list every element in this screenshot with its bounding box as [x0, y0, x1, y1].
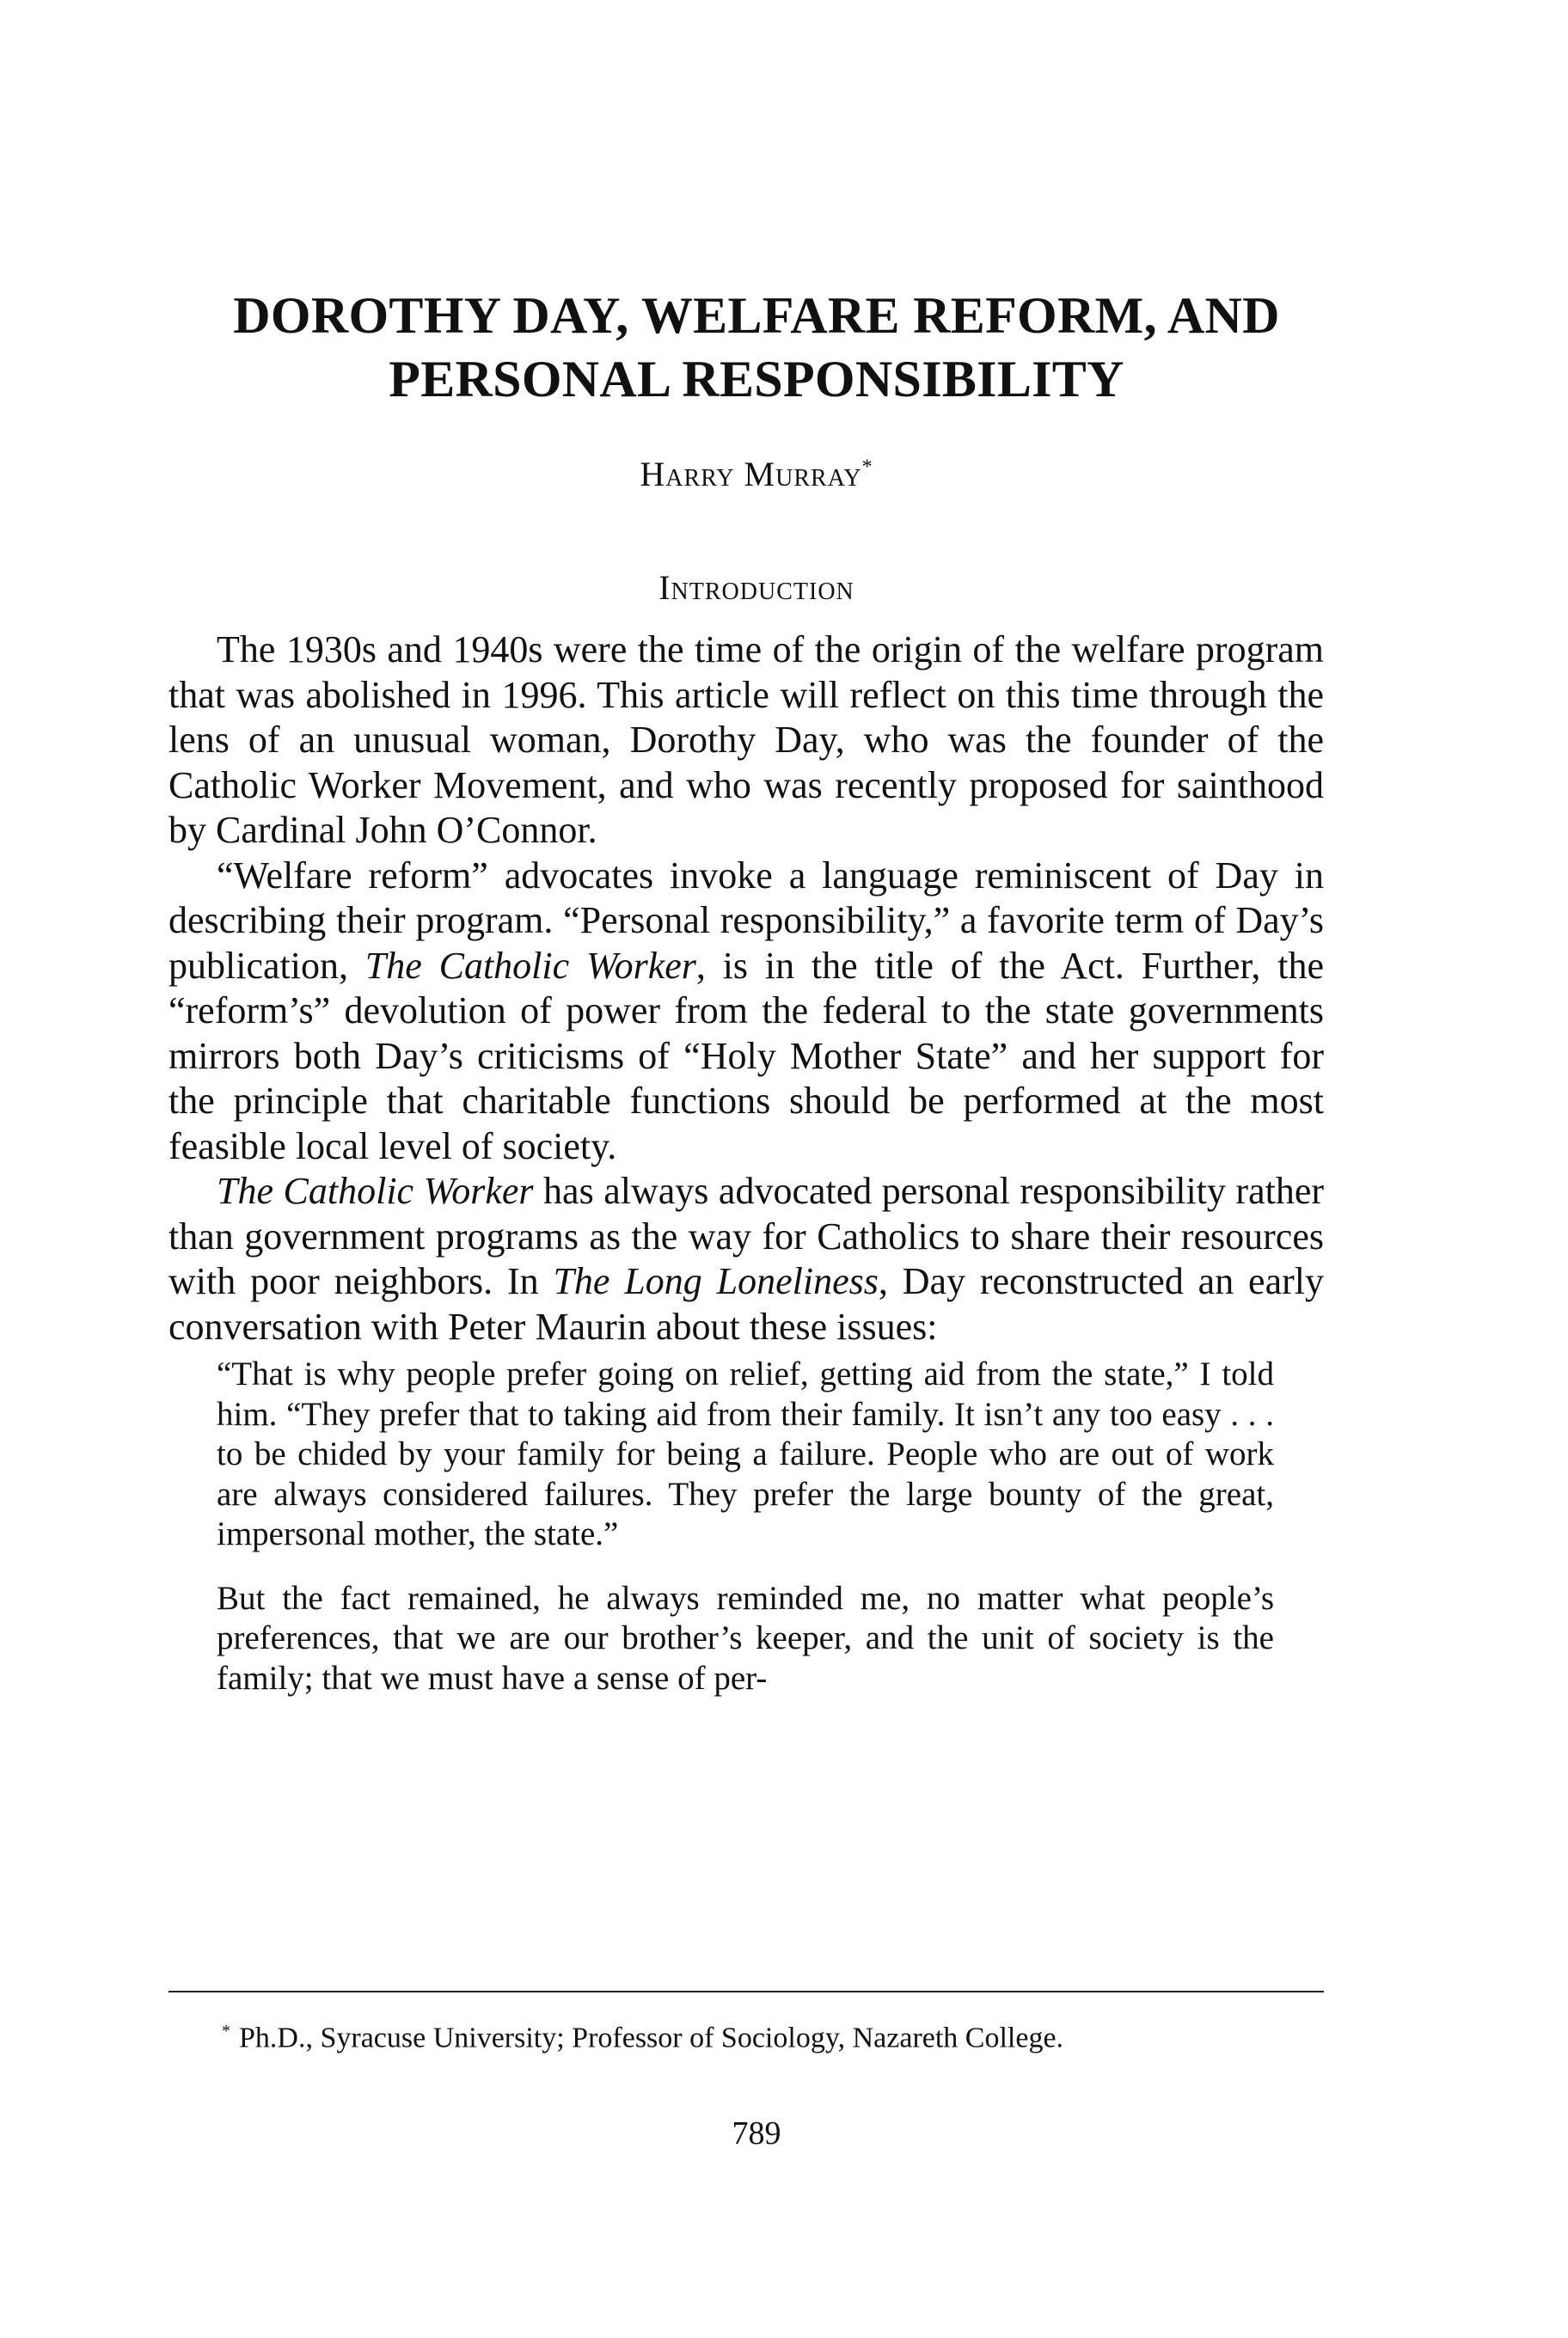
block-quote-1: “That is why people prefer going on relief, getting aid from the state,” I told him. “They prefer that to taking aid from their family. It isn’t any too easy . . . to be chided by your family for being a failure. People who are out of work are always considered failures. They prefer the large bounty of the great, impersonal mother, the state.” — [217, 1356, 1274, 1552]
paragraph-3 — [168, 1169, 1324, 1350]
block-quote-2: But the fact remained, he always reminded me, no matter what people’s preferences, that we are our brother’s keeper, and the unit of society is the family; that we must have a sense of per- — [217, 1579, 1274, 1697]
footnote-mark: * — [222, 2022, 230, 2041]
paragraph-1: The 1930s and 1940s were the time of the origin of the welfare program that was abolished in 1996. This article will reflect on this time through the lens of an unusual woman, Dorothy Day, who was the founder of the Catholic Worker Movement, and who was recently proposed for sainthood by Cardinal John O’Connor. — [168, 628, 1324, 851]
article-body — [168, 627, 1324, 1698]
author-byline — [138, 454, 1375, 494]
paragraph-2 — [168, 854, 1324, 1170]
article-title — [138, 284, 1375, 411]
article-title-line-2: PERSONAL RESPONSIBILITY — [389, 351, 1124, 407]
paragraph-2-text-b: , is in the title of the Act. Further, the “reform’s” devolution of power from the federal to the state governments mirrors both Day’s criticisms of “Holy Mother State” and her support for the principle that charitable functions should be performed at the most feasible local level of society. — [168, 944, 1324, 1167]
paragraph-3-text-b: , Day reconstructed an early conversation with Peter Maurin about these issues: — [168, 1260, 1324, 1348]
footnote-text: Ph.D., Syracuse University; Professor of Sociology, Nazareth College. — [239, 2022, 1064, 2054]
paragraph-3-text-a: has always advocated personal responsibility rather than government programs as the way for Catholics to share their resources with poor neighbors. In — [168, 1170, 1325, 1302]
author-name: Harry Murray — [640, 455, 862, 493]
page-number: 789 — [732, 2115, 781, 2151]
paragraph-2-publication-title: The Catholic Worker — [364, 944, 696, 987]
section-heading: Introduction — [658, 568, 854, 607]
paragraph-2-text-a: “Welfare reform” advocates invoke a language reminiscent of Day in describing their program. “Personal responsibility,” a favorite term of Day’s publication, — [168, 854, 1324, 987]
footnote — [222, 2013, 1339, 2056]
paragraph-3-publication-title: The Catholic Worker — [217, 1170, 534, 1212]
paragraph-3-book-title: The Long Loneliness — [553, 1260, 879, 1302]
article-title-line-1: DOROTHY DAY, WELFARE REFORM, AND — [233, 287, 1280, 344]
author-footnote-mark: * — [861, 456, 873, 479]
footnote-divider — [168, 1991, 1324, 1992]
